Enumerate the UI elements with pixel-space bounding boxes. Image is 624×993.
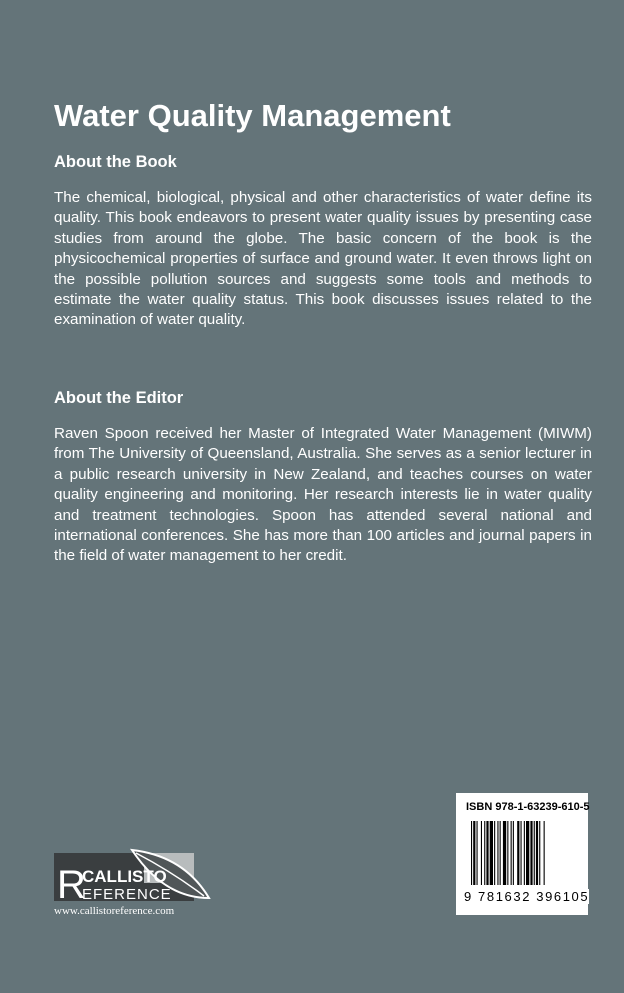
barcode-bar xyxy=(517,821,519,885)
barcode-bar xyxy=(471,821,472,885)
barcode-bar xyxy=(526,821,529,885)
book-title: Water Quality Management xyxy=(54,98,451,133)
barcode-bar xyxy=(524,821,525,885)
barcode-bar xyxy=(477,821,478,885)
barcode-bar xyxy=(490,821,493,885)
svg-text:CALLISTO: CALLISTO xyxy=(82,867,167,886)
isbn-barcode xyxy=(456,793,588,915)
barcode-bar xyxy=(536,821,538,885)
barcode-bar xyxy=(511,821,512,885)
barcode-bar xyxy=(500,821,501,885)
barcode-bar xyxy=(530,821,532,885)
barcode-bar xyxy=(484,821,485,885)
barcode-bar xyxy=(544,821,545,885)
barcode-bar xyxy=(494,821,495,885)
barcode-bar xyxy=(521,821,522,885)
barcode-bar xyxy=(513,821,514,885)
barcode-digits: 9 781632 396105 xyxy=(464,889,590,904)
about-book-text: The chemical, biological, physical and other characteristics of water define its quality. This book endeavors to present water quality issues by presenting case studies from around the globe. The basic concern of the book is the physicochemical properties of surface and ground water. It even throws light on the possible pollution sources and suggests some tools and methods to estimate the water quality status. This book discusses issues related to the examination of water quality. xyxy=(54,189,592,329)
about-editor-heading: About the Editor xyxy=(54,389,184,407)
publisher-url: www.callistoreference.com xyxy=(54,905,175,917)
barcode-bars xyxy=(471,821,581,885)
barcode-bar xyxy=(534,821,535,885)
barcode-bar xyxy=(473,821,475,885)
barcode-bar xyxy=(486,821,488,885)
svg-text:EFERENCE: EFERENCE xyxy=(82,886,172,903)
svg-text:R: R xyxy=(57,863,86,906)
about-editor-text: Raven Spoon received her Master of Integrated Water Management (MIWM) from The University of Queensland, Australia. She serves as a senior lecturer in a public research university in New Zealand, and teaches courses on water quality engineering and monitoring. Her research interests lie in water quality and treatment technologies. Spoon has attended several national and international conferences. She has more than 100 articles and journal papers in the field of water management to her credit. xyxy=(54,425,592,565)
barcode-bar xyxy=(481,821,482,885)
isbn-number: ISBN 978-1-63239-610-5 xyxy=(466,801,590,813)
barcode-bar xyxy=(507,821,508,885)
barcode-bar xyxy=(497,821,498,885)
publisher-logo xyxy=(54,848,214,906)
about-book-heading: About the Book xyxy=(54,153,177,171)
barcode-bar xyxy=(503,821,506,885)
barcode-bar xyxy=(539,821,540,885)
